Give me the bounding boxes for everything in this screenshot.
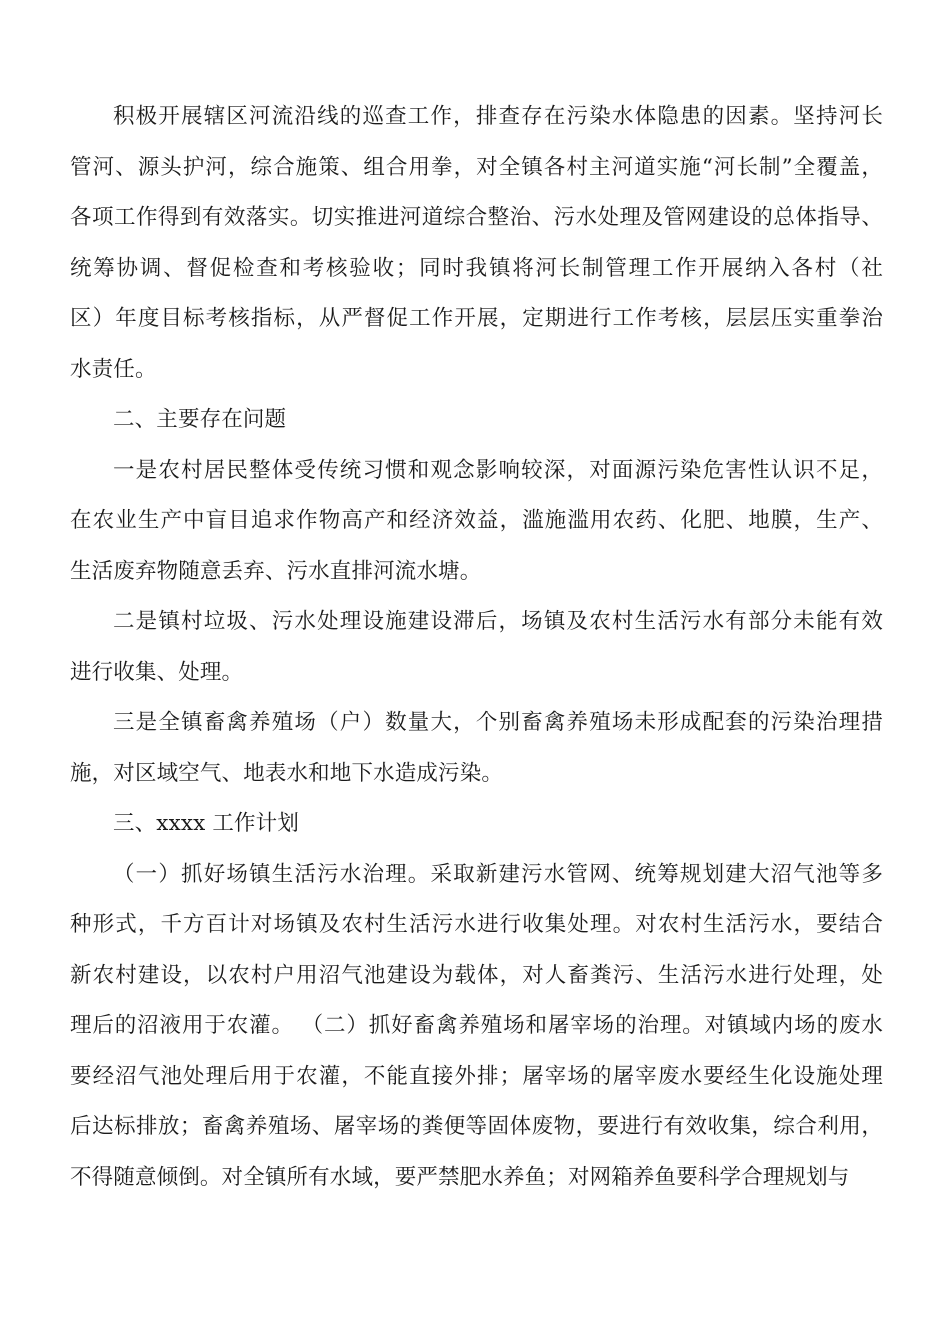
text-line: 理后的沼液用于农灌。 （二）抓好畜禽养殖场和屠宰场的治理。对镇域内场的废水 — [70, 1013, 883, 1038]
section-heading — [113, 799, 883, 850]
text-line: 在农业生产中盲目追求作物高产和经济效益，滥施滥用农药、化肥、地膜，生产、 — [70, 508, 883, 533]
text-line: 各项工作得到有效落实。切实推进河道综合整治、污水处理及管网建设的总体指导、 — [70, 205, 883, 230]
text-line: 一是农村居民整体受传统习惯和观念影响较深，对面源污染危害性认识不足， — [113, 457, 883, 483]
text-line: 施，对区域空气、地表水和地下水造成污染。 — [70, 760, 504, 786]
text-line: 管河、源头护河，综合施策、组合用拳，对全镇各村主河道实施“河长制”全覆盖， — [70, 154, 883, 180]
text-line: 积极开展辖区河流沿线的巡查工作，排查存在污染水体隐患的因素。坚持河长 — [113, 104, 883, 129]
section-heading — [113, 395, 883, 446]
text-line: 二、主要存在问题 — [113, 407, 287, 432]
text-line: 生活废弃物随意丢弃、污水直排河流水塘。 — [70, 558, 482, 584]
text-line: 要经沼气池处理后用于农灌，不能直接外排；屠宰场的屠宰废水要经生化设施处理 — [70, 1063, 883, 1089]
text-line: 种形式，千方百计对场镇及农村生活污水进行收集处理。对农村生活污水，要结合 — [70, 912, 883, 937]
text-line: 二是镇村垃圾、污水处理设施建设滞后，场镇及农村生活污水有部分未能有效 — [113, 609, 883, 634]
text-line: 后达标排放；畜禽养殖场、屠宰场的粪便等固体废物，要进行有效收集，综合利用， — [70, 1114, 883, 1139]
text-line: 不得随意倾倒。对全镇所有水域，要严禁肥水养鱼；对网箱养鱼要科学合理规划与 — [70, 1164, 850, 1190]
text-line: 三是全镇畜禽养殖场（户）数量大，个别畜禽养殖场未形成配套的污染治理措 — [113, 710, 883, 735]
body-paragraph — [70, 597, 883, 698]
body-paragraph — [70, 446, 883, 598]
body-paragraph — [70, 92, 883, 395]
text-line: 水责任。 — [70, 356, 157, 382]
body-paragraph — [70, 698, 883, 799]
text-line: （一）抓好场镇生活污水治理。采取新建污水管网、统筹规划建大沼气池等多 — [113, 861, 883, 887]
text-line: 新农村建设，以农村户用沼气池建设为载体，对人畜粪污、生活污水进行处理，处 — [70, 962, 883, 988]
text-line: 三、xxxx 工作计划 — [113, 811, 299, 836]
document-body — [70, 92, 883, 1203]
text-line: 统筹协调、督促检查和考核验收；同时我镇将河长制管理工作开展纳入各村（社 — [70, 255, 883, 281]
body-paragraph — [70, 850, 883, 1204]
text-line: 进行收集、处理。 — [70, 659, 244, 685]
text-line: 区）年度目标考核指标，从严督促工作开展，定期进行工作考核，层层压实重拳治 — [70, 306, 883, 331]
